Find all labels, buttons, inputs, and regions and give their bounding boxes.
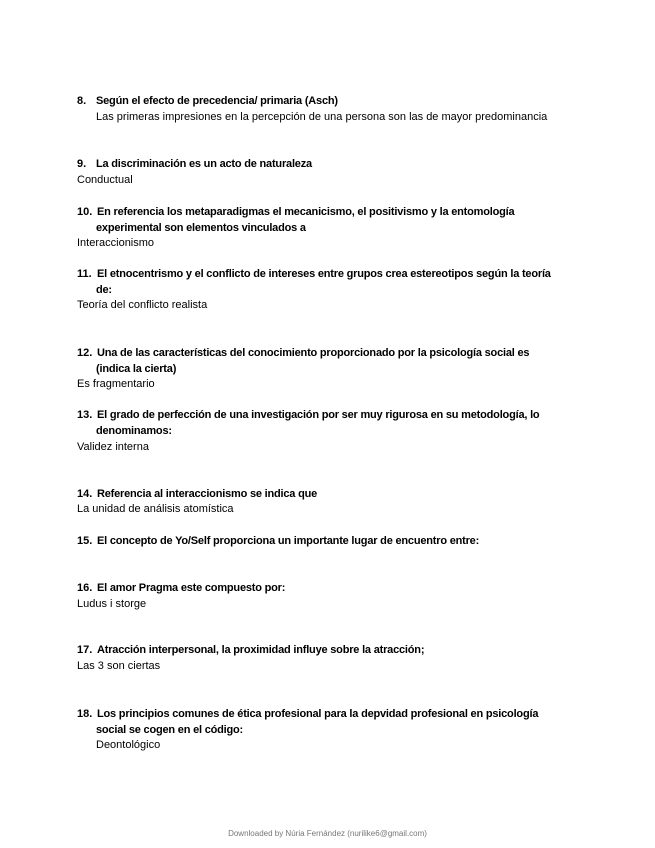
- answer-text: Deontológico: [96, 739, 161, 751]
- question-text: El etnocentrismo y el conflicto de intereses entre grupos crea estereotipos según la teoría: [97, 268, 551, 280]
- question-number: 18.: [77, 708, 93, 720]
- question-text: En referencia los metaparadigmas el mecanicismo, el positivismo y la entomología: [97, 206, 515, 218]
- question-text: Atracción interpersonal, la proximidad influye sobre la atracción;: [97, 644, 425, 656]
- question-text: de:: [96, 284, 112, 296]
- question-number: 12.: [77, 347, 93, 359]
- question-number: 13.: [77, 409, 93, 421]
- question-text: La discriminación es un acto de naturaleza: [96, 158, 312, 170]
- question-text: Los principios comunes de ética profesional para la depvidad profesional en psicología: [97, 708, 539, 720]
- question-text: experimental son elementos vinculados a: [96, 222, 306, 234]
- answer-text: Ludus i storge: [77, 598, 147, 610]
- question-number: 8.: [77, 95, 87, 107]
- question-number: 16.: [77, 582, 93, 594]
- answer-text: Las primeras impresiones en la percepción de una persona son las de mayor predominancia: [96, 111, 548, 123]
- question-number: 10.: [77, 206, 93, 218]
- answer-text: Teoría del conflicto realista: [77, 299, 208, 311]
- answer-text: La unidad de análisis atomística: [77, 503, 234, 515]
- answer-text: Las 3 son ciertas: [77, 660, 161, 672]
- answer-text: Interaccionismo: [77, 237, 155, 249]
- question-text: Referencia al interaccionismo se indica que: [97, 488, 318, 500]
- question-number: 17.: [77, 644, 93, 656]
- answer-text: Es fragmentario: [77, 378, 155, 390]
- question-number: 9.: [77, 158, 87, 170]
- question-text: social se cogen en el código:: [96, 724, 244, 736]
- question-number: 11.: [77, 268, 92, 280]
- answer-text: Conductual: [77, 174, 133, 186]
- question-text: Según el efecto de precedencia/ primaria (Asch): [96, 95, 338, 107]
- download-footer: Downloaded by Núria Fernández (nurilike6@gmail.com): [228, 829, 427, 838]
- question-text: denominamos:: [96, 425, 172, 437]
- question-number: 15.: [77, 535, 93, 547]
- question-text: Una de las características del conocimiento proporcionado por la psicología social es: [97, 347, 530, 359]
- answer-text: Validez interna: [77, 441, 149, 453]
- question-text: (indica la cierta): [96, 363, 177, 375]
- question-text: El grado de perfección de una investigación por ser muy rigurosa en su metodología, lo: [97, 409, 540, 421]
- question-number: 14.: [77, 488, 93, 500]
- question-text: El concepto de Yo/Self proporciona un importante lugar de encuentro entre:: [97, 535, 480, 547]
- question-text: El amor Pragma este compuesto por:: [97, 582, 286, 594]
